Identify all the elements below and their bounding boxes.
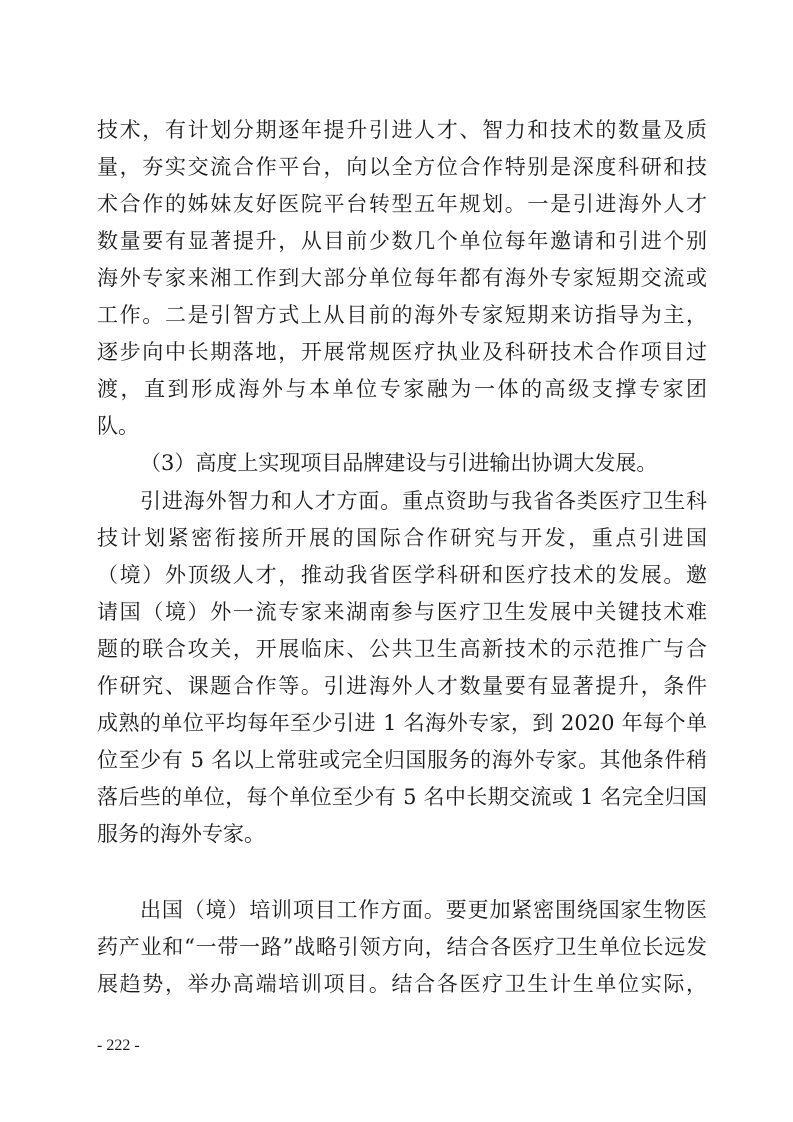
- text-line: 队。: [97, 414, 139, 438]
- text-line: 请国（境）外一流专家来湖南参与医疗卫生发展中关键技术难: [97, 600, 707, 624]
- text-line: 引进海外智力和人才方面。重点资助与我省各类医疗卫生科: [140, 489, 707, 513]
- text-line: 海外专家来湘工作到大部分单位每年都有海外专家短期交流或: [97, 266, 707, 290]
- text-line: 技术，有计划分期逐年提升引进人才、智力和技术的数量及质: [97, 118, 707, 142]
- text-line: 数量要有显著提升，从目前少数几个单位每年邀请和引进个别: [97, 229, 707, 253]
- section-heading: （3）高度上实现项目品牌建设与引进输出协调大发展。: [140, 451, 658, 475]
- text-line: 位至少有 5 名以上常驻或完全归国服务的海外专家。其他条件稍: [97, 748, 707, 772]
- text-line: 药产业和“一带一路”战略引领方向，结合各医疗卫生单位长远发: [97, 935, 707, 959]
- text-line: （境）外顶级人才，推动我省医学科研和医疗技术的发展。邀: [97, 563, 707, 587]
- text-line: 题的联合攻关，开展临床、公共卫生高新技术的示范推广与合: [97, 637, 707, 661]
- text-line: 工作。二是引智方式上从目前的海外专家短期来访指导为主，: [97, 303, 707, 327]
- text-line: 落后些的单位，每个单位至少有 5 名中长期交流或 1 名完全归国: [97, 785, 707, 809]
- text-line: 渡，直到形成海外与本单位专家融为一体的高级支撑专家团: [97, 377, 707, 401]
- text-line: 术合作的姊妹友好医院平台转型五年规划。一是引进海外人才: [97, 192, 707, 216]
- text-line: 逐步向中长期落地，开展常规医疗执业及科研技术合作项目过: [97, 340, 707, 364]
- text-line: 作研究、课题合作等。引进海外人才数量要有显著提升，条件: [97, 674, 707, 698]
- text-line: 服务的海外专家。: [97, 822, 265, 846]
- text-line: 成熟的单位平均每年至少引进 1 名海外专家，到 2020 年每个单: [97, 711, 707, 735]
- text-line: 量，夯实交流合作平台，向以全方位合作特别是深度科研和技: [97, 155, 707, 179]
- page-number: - 222 -: [97, 1037, 140, 1054]
- text-line: 出国（境）培训项目工作方面。要更加紧密围绕国家生物医: [140, 898, 707, 922]
- text-line: 展趋势，举办高端培训项目。结合各医疗卫生计生单位实际，: [97, 972, 707, 996]
- text-line: 技计划紧密衔接所开展的国际合作研究与开发，重点引进国: [97, 526, 707, 550]
